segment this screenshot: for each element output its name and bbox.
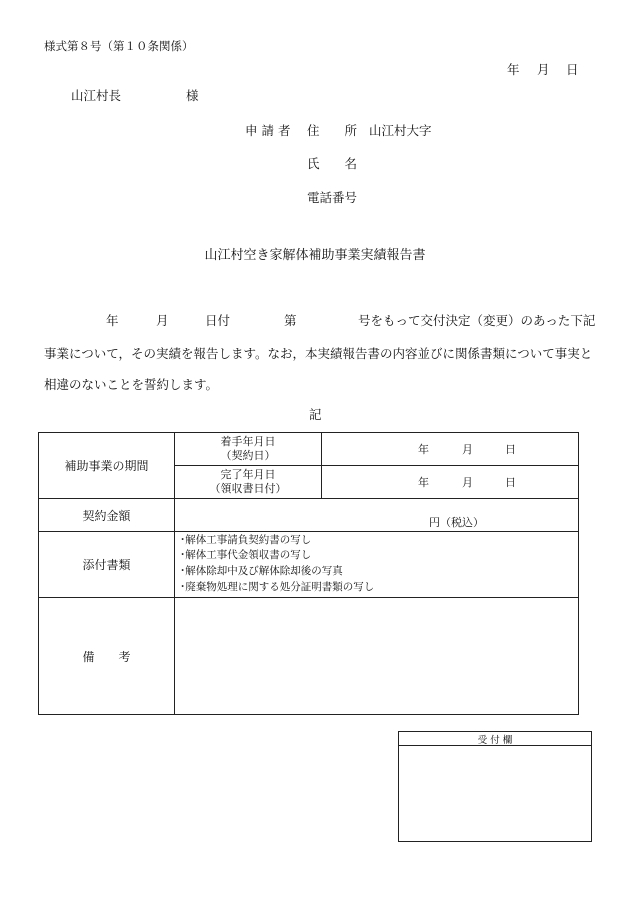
start-month-label: 月 <box>462 443 473 456</box>
start-date-sublabel: （契約日） <box>220 449 276 462</box>
body-day-suffix: 日付 <box>205 313 231 328</box>
start-date-label: 着手年月日 <box>220 435 276 448</box>
date-day-label: 日 <box>566 62 579 77</box>
end-date-sublabel: （領収書日付） <box>209 482 287 495</box>
end-date-label: 完了年月日 <box>220 468 276 481</box>
period-start-cell <box>175 433 321 465</box>
attachments-label: 添付書類 <box>82 558 131 572</box>
body-line2: 事業について，その実績を報告します。なお，本実績報告書の内容並びに関係書類について事実と <box>44 346 593 361</box>
attachment-item-1: ･解体工事請負契約書の写し <box>180 534 312 546</box>
amount-label: 契約金額 <box>82 508 131 523</box>
phone-label: 電話番号 <box>307 190 358 205</box>
start-day-label: 日 <box>505 443 516 456</box>
body-line3: 相違のないことを誓約します。 <box>44 377 219 392</box>
ki-label: 記 <box>309 407 322 422</box>
end-day-label: 日 <box>505 476 516 489</box>
period-label: 補助事業の期間 <box>64 459 149 473</box>
address-value: 山江村大字 <box>369 123 432 138</box>
body-year: 年 <box>106 313 119 328</box>
attachment-item-3: ･解体除却中及び解体除却後の写真 <box>180 565 343 577</box>
end-year-label: 年 <box>418 476 429 489</box>
body-line1-rest: 号をもって交付決定（変更）のあった下記 <box>358 313 596 328</box>
addressee-name: 山江村長 <box>71 88 122 103</box>
document-title: 山江村空き家解体補助事業実績報告書 <box>204 248 426 263</box>
start-year-label: 年 <box>418 443 429 456</box>
end-month-label: 月 <box>462 476 473 489</box>
period-end-cell <box>175 466 321 498</box>
attachment-item-2: ･解体工事代金領収書の写し <box>180 549 312 561</box>
address-label: 住 所 <box>307 123 358 138</box>
applicant-label: 申 請 者 <box>245 123 291 138</box>
date-year-label: 年 <box>507 62 520 77</box>
amount-unit: 円（税込） <box>429 516 484 529</box>
body-number-prefix: 第 <box>284 313 297 328</box>
form-id: 様式第８号（第１０条関係） <box>44 39 194 53</box>
reception-label: 受 付 欄 <box>477 734 513 746</box>
attachment-item-4: ･廃棄物処理に関する処分証明書類の写し <box>180 581 375 593</box>
reception-box <box>399 732 592 842</box>
date-month-label: 月 <box>537 62 550 77</box>
name-label: 氏 名 <box>307 156 358 171</box>
addressee-honorific: 様 <box>186 88 199 103</box>
body-month: 月 <box>156 313 169 328</box>
remarks-label: 備 考 <box>82 649 131 664</box>
